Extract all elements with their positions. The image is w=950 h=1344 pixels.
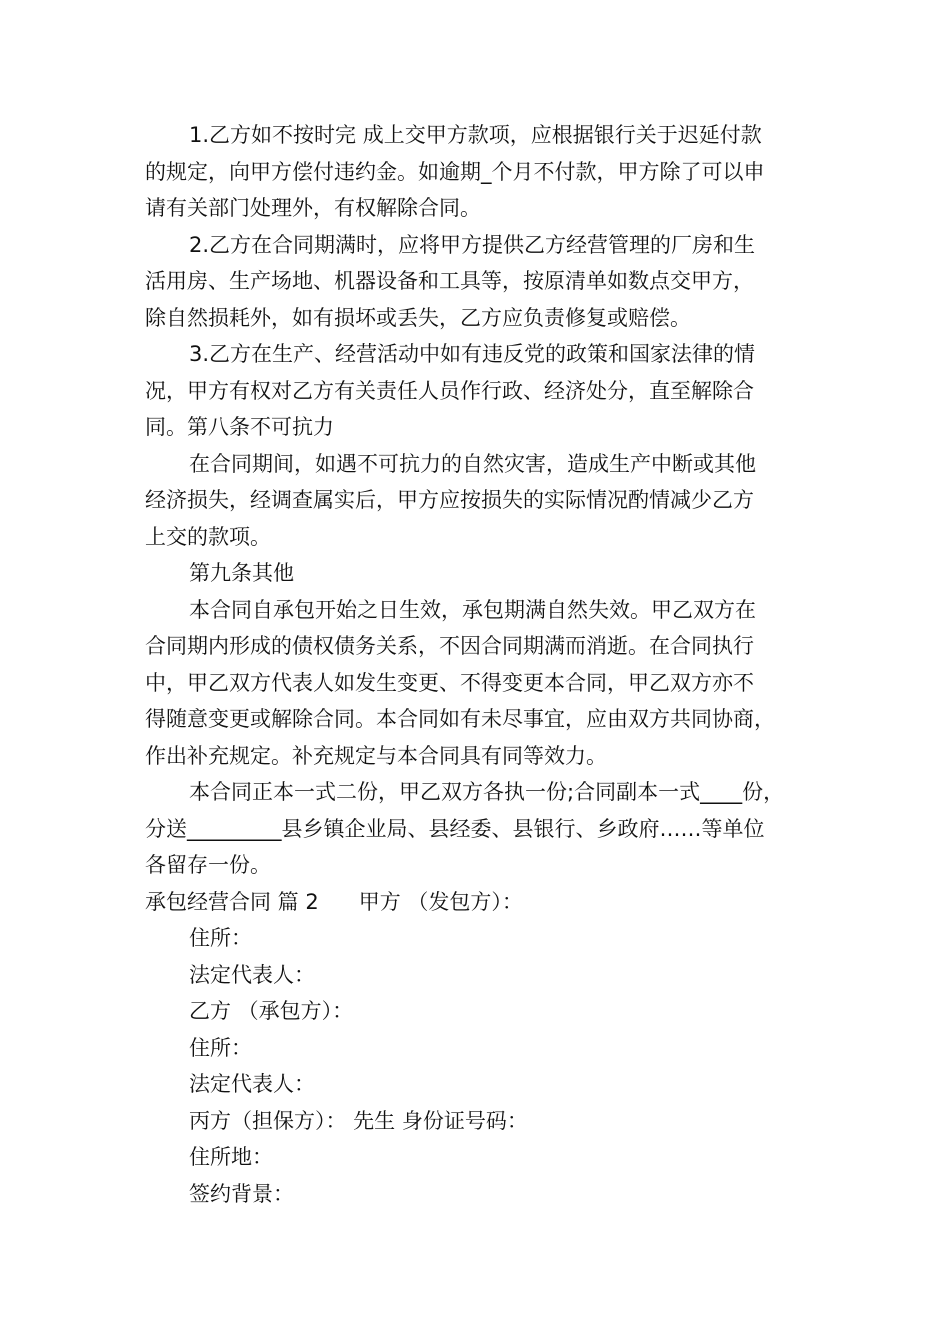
field-residence: 住所地： bbox=[189, 1145, 273, 1169]
text-line: 除自然损耗外，如有损坏或丢失，乙方应负责修复或赔偿。 bbox=[145, 305, 691, 330]
other-clause bbox=[145, 592, 825, 775]
text-line: 经济损失，经调查属实后，甲方应按损失的实际情况酌情减少乙方 bbox=[145, 488, 754, 512]
text-line: 活用房、生产场地、机器设备和工具等，按原清单如数点交甲方， bbox=[145, 269, 754, 293]
text-line: 各留存一份。 bbox=[145, 853, 271, 877]
text-line: 况，甲方有权对乙方有关责任人员作行政、经济处分，直至解除合 bbox=[145, 378, 754, 403]
text-line: 请有关部门处理外，有权解除合同。 bbox=[145, 196, 481, 220]
article-9-heading bbox=[145, 555, 825, 592]
contract-title: 承包经营合同 篇 2 bbox=[145, 889, 319, 914]
text-line: 3.乙方在生产、经营活动中如有违反党的政策和国家法律的情 bbox=[189, 342, 756, 366]
text-line: 得随意变更或解除合同。本合同如有未尽事宜，应由双方共同协商， bbox=[145, 707, 775, 731]
contract-heading-line bbox=[145, 884, 825, 921]
copies-clause bbox=[145, 774, 825, 884]
clause-2 bbox=[145, 227, 825, 337]
text-line: 的规定，向甲方偿付违约金。如逾期_个月不付款，甲方除了可以申 bbox=[145, 159, 765, 184]
text-line: 作出补充规定。补充规定与本合同具有同等效力。 bbox=[145, 743, 607, 768]
field-party-c: 丙方（担保方）： 先生 身份证号码： bbox=[189, 1108, 528, 1133]
text-line: 在合同期间，如遇不可抗力的自然灾害，造成生产中断或其他 bbox=[189, 451, 756, 476]
field-legal-rep-a: 法定代表人： bbox=[189, 962, 315, 987]
party-a-label: 甲方 （发包方）： bbox=[358, 889, 523, 914]
text-line: 中，甲乙双方代表人如发生变更、不得变更本合同，甲乙双方亦不 bbox=[145, 670, 754, 695]
clause-3 bbox=[145, 336, 825, 446]
text-line: 2.乙方在合同期满时，应将甲方提供乙方经营管理的厂房和生 bbox=[189, 232, 756, 257]
text-line: 合同期内形成的债权债务关系，不因合同期满而消逝。在合同执行 bbox=[145, 634, 754, 658]
text-line: 同。第八条不可抗力 bbox=[145, 415, 334, 439]
force-majeure-clause bbox=[145, 446, 825, 556]
field-address-b: 住所： bbox=[189, 1035, 252, 1060]
text-line: 上交的款项。 bbox=[145, 524, 271, 549]
field-address-a: 住所： bbox=[189, 926, 252, 950]
text-line: 1.乙方如不按时完 成上交甲方款项，应根据银行关于迟延付款 bbox=[189, 123, 762, 147]
text-line: 本合同正本一式二份，甲乙双方各执一份;合同副本一式____份， bbox=[189, 780, 785, 804]
field-legal-rep-b: 法定代表人： bbox=[189, 1072, 315, 1096]
text-line: 分送_________县乡镇企业局、县经委、县银行、乡政府……等单位 bbox=[145, 816, 765, 841]
text-line: 第九条其他 bbox=[189, 561, 294, 585]
field-signing-background: 签约背景： bbox=[189, 1181, 294, 1206]
text-line: 本合同自承包开始之日生效，承包期满自然失效。甲乙双方在 bbox=[189, 597, 756, 622]
clause-1 bbox=[145, 117, 825, 227]
document-page bbox=[145, 117, 825, 1212]
field-party-b: 乙方 （承包方）： bbox=[189, 999, 354, 1023]
